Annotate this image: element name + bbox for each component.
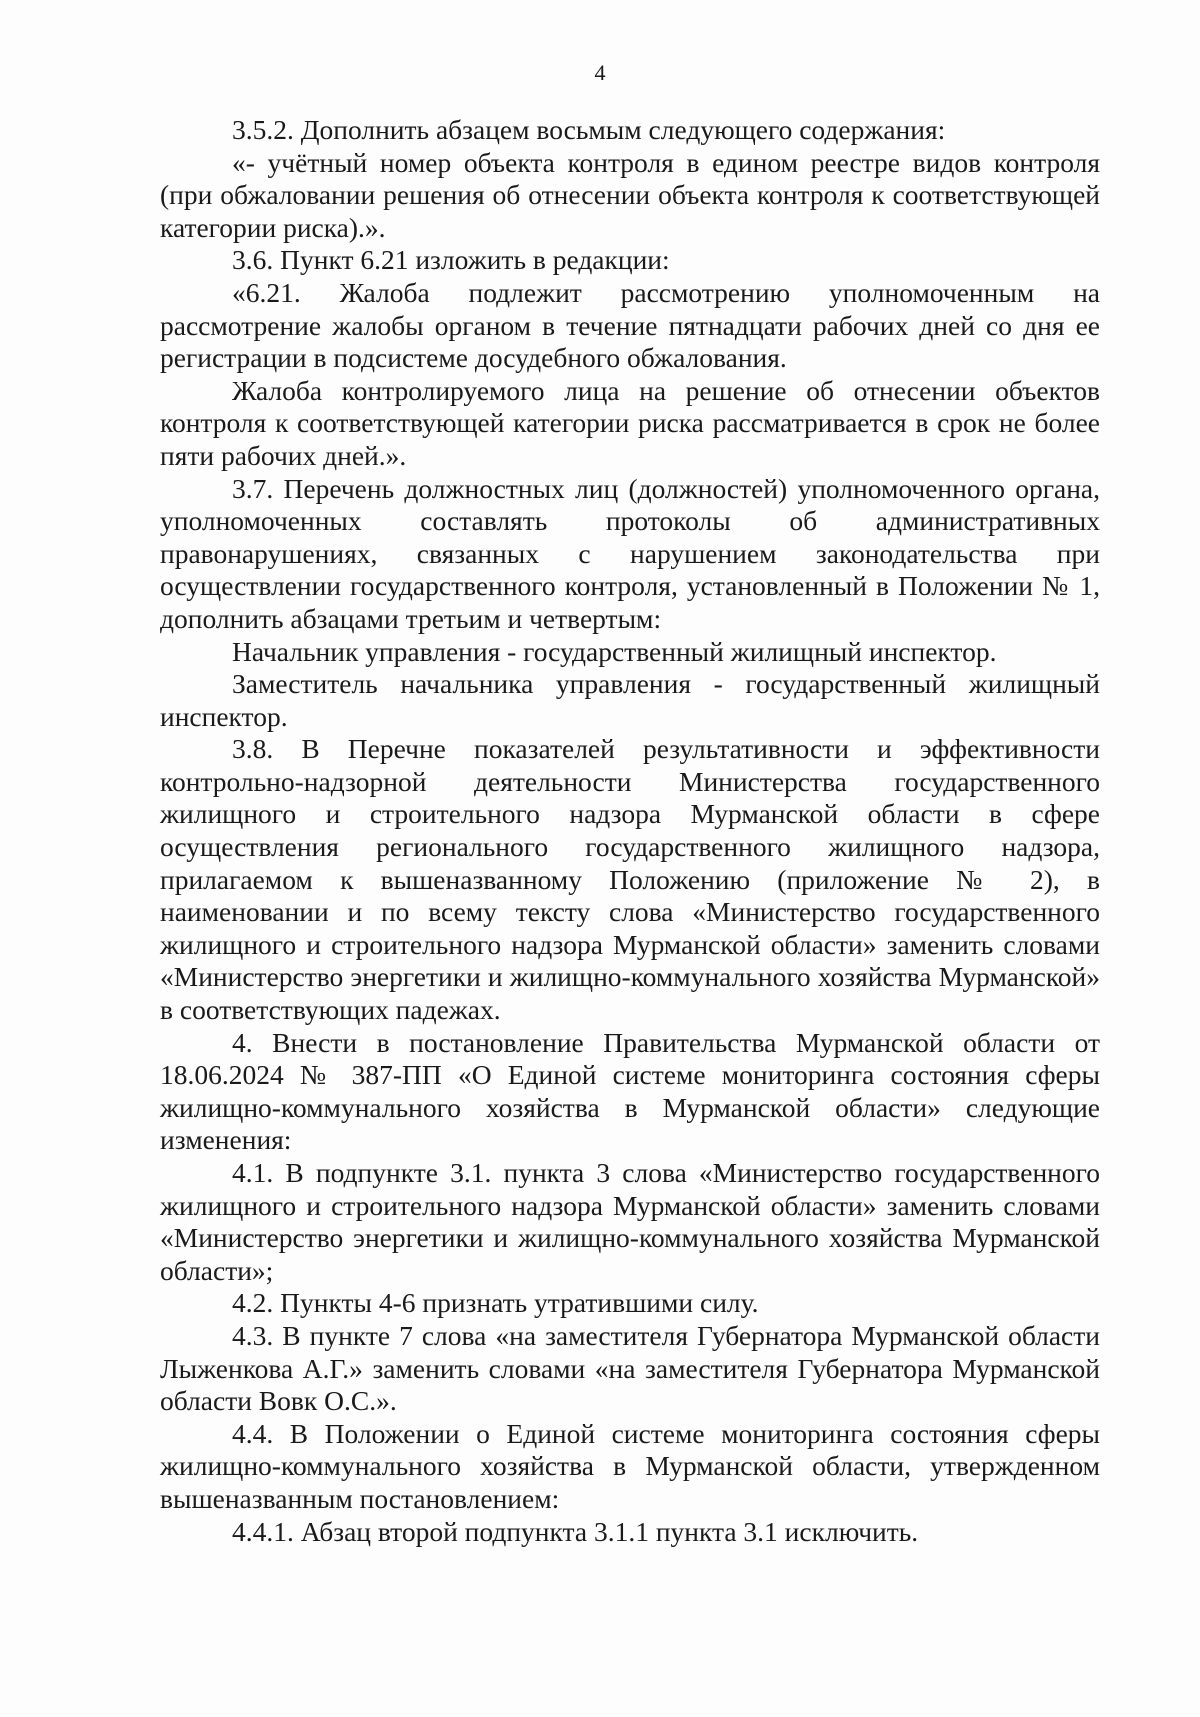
paragraph-3-5-2: 3.5.2. Дополнить абзацем восьмым следующего содержания: (232, 114, 946, 145)
page-number: 4 (594, 60, 606, 85)
document-body (160, 114, 1100, 1548)
paragraph-4-1: 4.1. В подпункте 3.1. пункта 3 слова «Министерство государственного жилищного и строительного надзора Мурманской области» заменить словами «Министерство энергетики и жилищно-коммунального хозяйства Мурманской области»; (160, 1157, 1100, 1286)
paragraph-4-4: 4.4. В Положении о Единой системе мониторинга состояния сферы жилищно-коммунального хозяйства в Мурманской области, утвержденном вышеназванным постановлением: (160, 1417, 1100, 1514)
paragraph-3-8: 3.8. В Перечне показателей результативности и эффективности контрольно-надзорной деятельности Министерства государственного жилищного и строительного надзора Мурманской области в сфере осуществления регионального государственного жилищного надзора, прилагаемом к вышеназванному Положению (приложение № 2), в наименовании и по всему тексту слова «Министерство государственного жилищного и строительного надзора Мурманской области» заменить словами «Министерство энергетики и жилищно-коммунального хозяйства Мурманской» в соответствующих падежах. (160, 733, 1100, 1026)
paragraph-3-5-2-text: «- учётный номер объекта контроля в едином реестре видов контроля (при обжаловании решения об отнесении объекта контроля к соответствующей категории риска).». (160, 146, 1100, 243)
paragraph-deputy-head: Заместитель начальника управления - государственный жилищный инспектор. (160, 668, 1100, 732)
paragraph-6-21-complaint: Жалоба контролируемого лица на решение об отнесении объектов контроля к соответствующей категории риска рассматривается в срок не более пяти рабочих дней.». (160, 374, 1100, 471)
paragraph-4: 4. Внести в постановление Правительства Мурманской области от 18.06.2024 № 387-ПП «О Единой системе мониторинга состояния сферы жилищно-коммунального хозяйства в Мурманской области» следующие изменения: (160, 1026, 1100, 1156)
paragraph-4-3: 4.3. В пункте 7 слова «на заместителя Губернатора Мурманской области Лыженкова А.Г.» заменить словами «на заместителя Губернатора Мурманской области Вовк О.С.». (160, 1319, 1100, 1417)
paragraph-4-2: 4.2. Пункты 4-6 признать утратившими силу. (232, 1287, 759, 1319)
paragraph-3-7: 3.7. Перечень должностных лиц (должностей) уполномоченного органа, уполномоченных составлять протоколы об административных правонарушениях, связанных с нарушением законодательства при осуществлении государственного контроля, установленный в Положении № 1, дополнить абзацами третьим и четвертым: (160, 472, 1100, 634)
paragraph-head-of-department: Начальник управления - государственный жилищный инспектор. (232, 635, 997, 667)
paragraph-6-21: «6.21. Жалоба подлежит рассмотрению уполномоченным на рассмотрение жалобы органом в течение пятнадцати рабочих дней со дня ее регистрации в подсистеме досудебного обжалования. (160, 276, 1100, 374)
paragraph-3-6: 3.6. Пункт 6.21 изложить в редакции: (232, 244, 670, 276)
paragraph-4-4-1: 4.4.1. Абзац второй подпункта 3.1.1 пункта 3.1 исключить. (232, 1515, 919, 1547)
